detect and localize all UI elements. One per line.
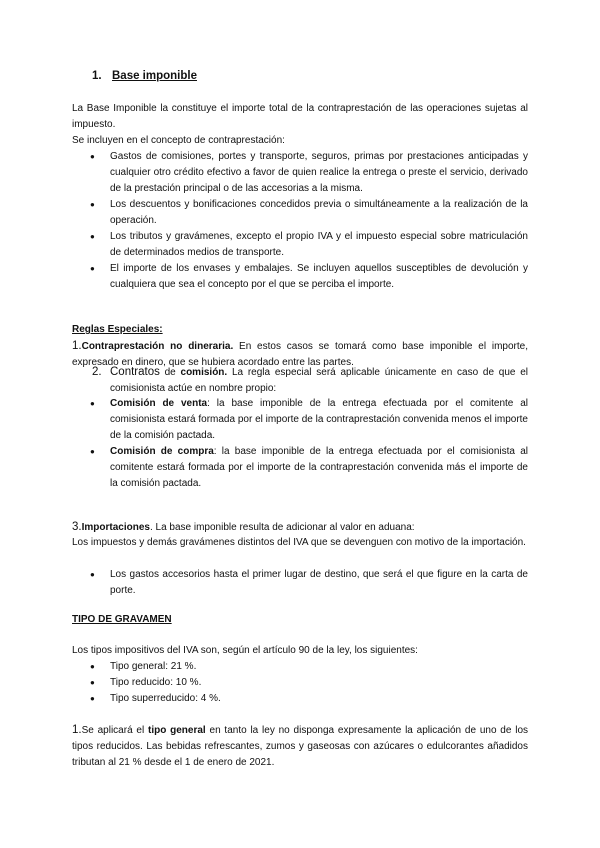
bullet-icon: ● — [90, 232, 95, 241]
list-item: Tipo general: 21 %. — [110, 661, 197, 672]
regla-item-2 — [110, 364, 528, 397]
gravamen-final-number: 1. — [72, 724, 82, 736]
bullet-icon: ● — [90, 200, 95, 209]
gravamen-heading: TIPO DE GRAVAMEN — [72, 614, 172, 625]
bullet-icon: ● — [90, 694, 95, 703]
list-item: Los tributos y gravámenes, excepto el propio IVA y el impuesto especial sobre matriculación de determinados medios de transporte. — [110, 231, 528, 258]
section-title — [92, 70, 197, 82]
bullet-icon: ● — [90, 662, 95, 671]
section-title-text: Base imponible — [112, 70, 197, 82]
list-item: El importe de los envases y embalajes. Se incluyen aquellos susceptibles de devolución y cualquiera que sea el concepto por el que se perciba el importe. — [110, 263, 528, 290]
gravamen-final-paragraph — [72, 722, 528, 771]
regla-item-2-text: La regla especial será aplicable únicamente en caso de que el comisionista actúe en nombre propio: — [110, 367, 529, 394]
regla-item-2-title: comisión. — [180, 367, 228, 378]
regla-item-1-text: En estos casos se tomará como base imponible el importe, expresado en dinero, que se hubiera acordado entre las partes. — [72, 341, 528, 368]
gravamen-final-bold: tipo general — [148, 725, 206, 736]
bullet-icon: ● — [90, 570, 95, 579]
bullet-icon: ● — [90, 447, 95, 456]
importacion-paragraph: Los impuestos y demás gravámenes distintos del IVA que se devenguen con motivo de la importación. — [72, 537, 526, 548]
regla-item-3 — [72, 519, 415, 536]
subitem-title: Comisión de compra — [110, 446, 214, 457]
list-item: Los descuentos y bonificaciones concedidos previa o simultáneamente a la realización de la operación. — [110, 199, 528, 226]
regla-item-1-title: Contraprestación no dineraria. — [81, 341, 234, 352]
gravamen-final-pre: Se aplicará el — [81, 725, 145, 736]
list-item: Los gastos accesorios hasta el primer lugar de destino, que será el que figure en la carta de porte. — [110, 569, 528, 596]
reglas-heading: Reglas Especiales: — [72, 324, 163, 335]
subitem-text: : la base imponible de la entrega efectuada por el comitente al comisionista estará formada por el importe de la contraprestación convenida menos el importe de la comisión pactada. — [110, 398, 529, 441]
section-number: 1. — [92, 70, 102, 82]
regla-item-3-title: Importaciones — [81, 522, 150, 533]
regla-item-3-text: . La base imponible resulta de adicionar al valor en aduana: — [149, 522, 415, 533]
bullet-icon: ● — [90, 678, 95, 687]
bullet-icon: ● — [90, 264, 95, 273]
list-item: Tipo reducido: 10 %. — [110, 677, 202, 688]
regla-item-3-number: 3. — [72, 521, 82, 533]
list-item — [110, 444, 528, 492]
regla-item-2-de: de — [164, 367, 176, 378]
list-item: Gastos de comisiones, portes y transporte, seguros, primas por prestaciones anticipadas y cualquier otro crédito efectivo a favor de quien realice la entrega o preste el servicio, derivado de la prestación principal o de las accesorias a la misma. — [110, 151, 528, 194]
regla-item-2-number: 2. — [92, 366, 102, 378]
regla-item-1-number: 1. — [72, 340, 82, 352]
regla-item-2-pre: Contratos — [110, 366, 160, 378]
list-item: Tipo superreducido: 4 %. — [110, 693, 221, 704]
bullet-icon: ● — [90, 152, 95, 161]
subitem-title: Comisión de venta — [110, 398, 208, 409]
gravamen-intro: Los tipos impositivos del IVA son, según el artículo 90 de la ley, los siguientes: — [72, 645, 418, 656]
includes-label: Se incluyen en el concepto de contraprestación: — [72, 135, 285, 146]
subitem-text: : la base imponible de la entrega efectuada por el comisionista al comitente estará formada por el importe de la contraprestación convenida más el importe de la comisión pactada. — [110, 446, 528, 489]
gravamen-final-text: en tanto la ley no disponga expresamente la aplicación de uno de los tipos reducidos. Las bebidas refrescantes, zumos y gaseosas con azúcares o edulcorantes añadidos tributan al 21 % desde el 1 de enero de 2021. — [72, 725, 529, 768]
intro-paragraph: La Base Imponible la constituye el importe total de la contraprestación de las operaciones sujetas al impuesto. — [72, 103, 528, 130]
bullet-icon: ● — [90, 399, 95, 408]
list-item — [110, 396, 528, 444]
